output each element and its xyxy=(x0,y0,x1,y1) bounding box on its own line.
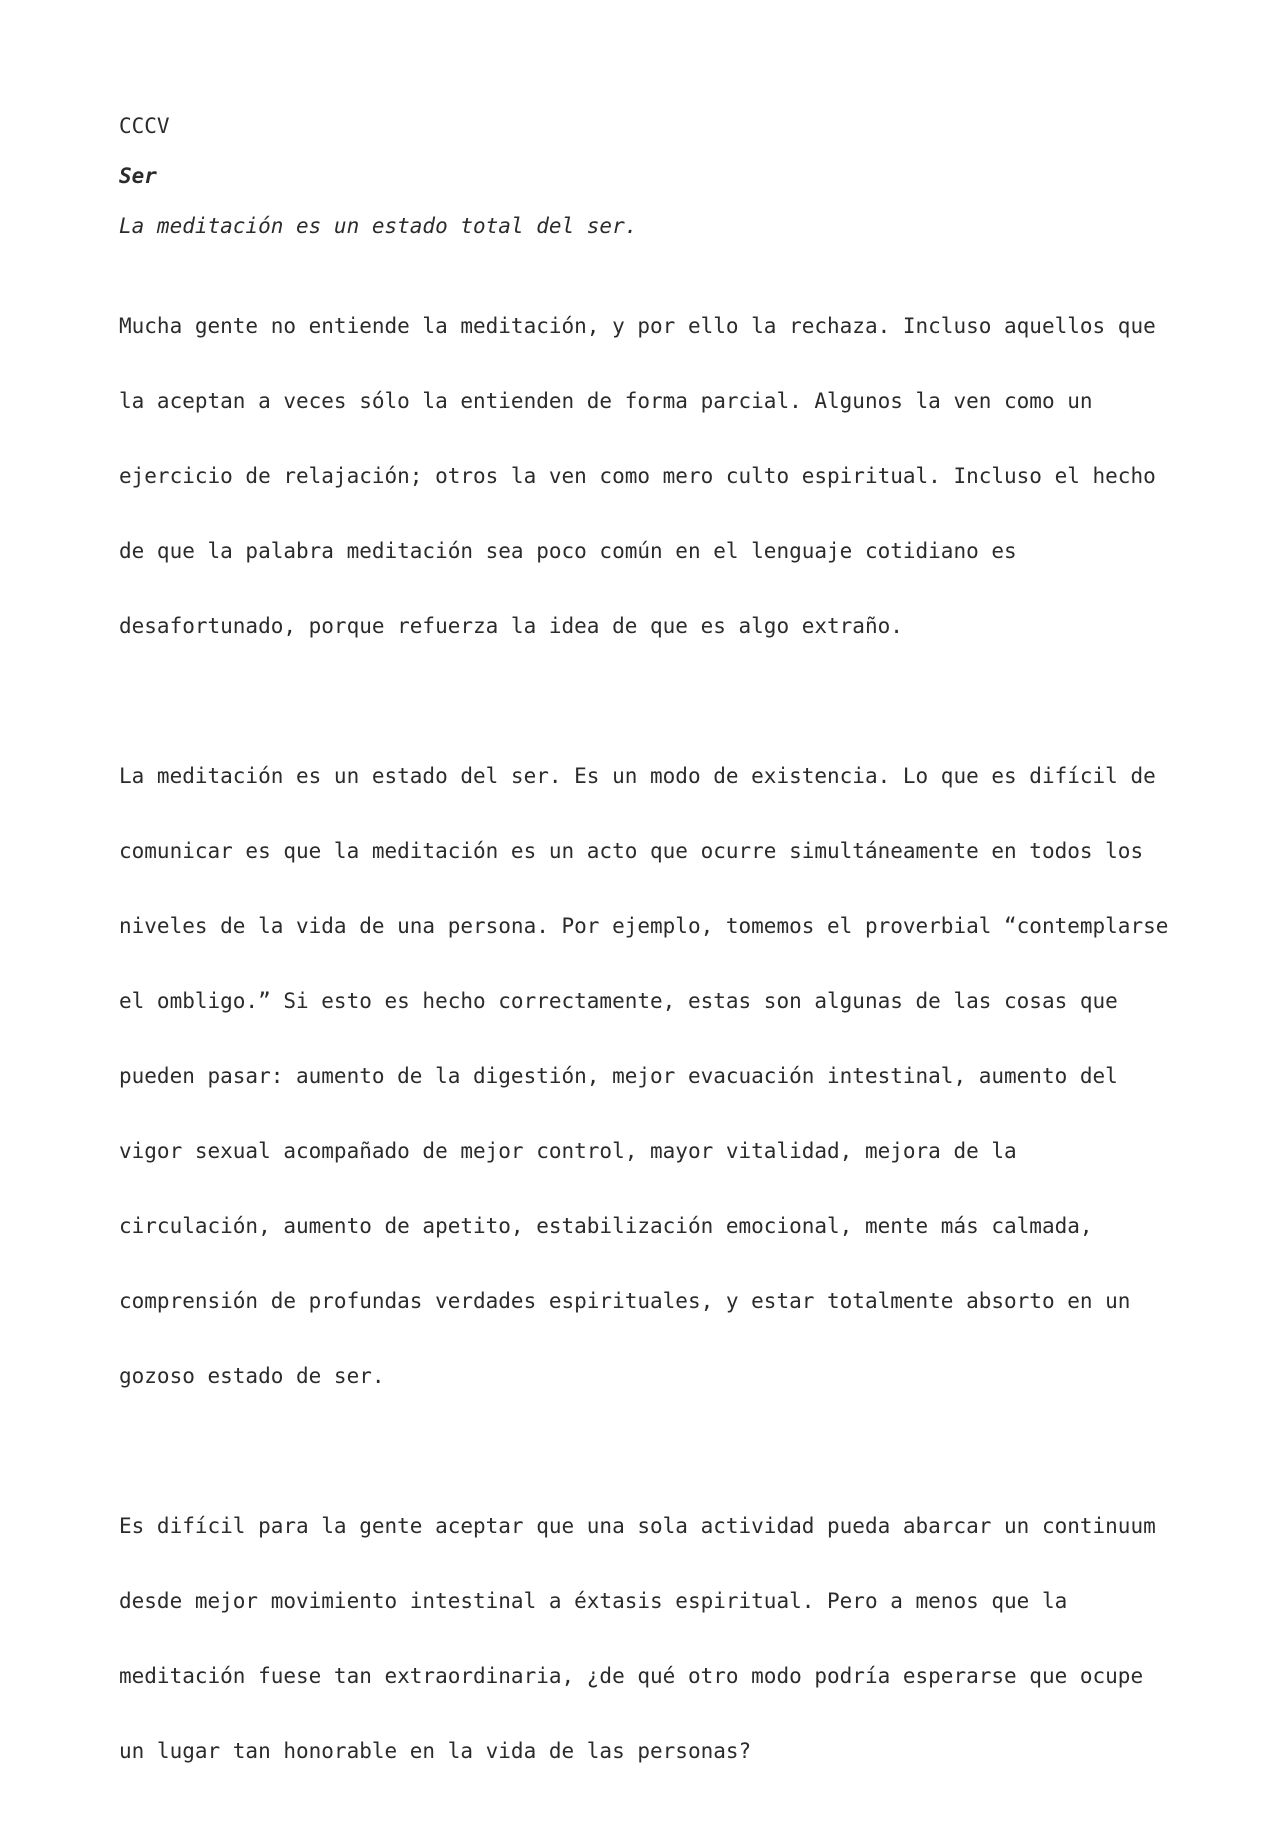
paragraph-line: gozoso estado de ser. xyxy=(119,1364,385,1388)
paragraph-line: comunicar es que la meditación es un acto que ocurre simultáneamente en todos los xyxy=(119,839,1144,863)
paragraph-line: Mucha gente no entiende la meditación, y por ello la rechaza. Incluso aquellos que xyxy=(119,314,1156,338)
paragraph-line: vigor sexual acompañado de mejor control, mayor vitalidad, mejora de la xyxy=(119,1139,1017,1163)
chapter-number: CCCV xyxy=(119,114,170,138)
paragraph-line: Es difícil para la gente aceptar que una sola actividad pueda abarcar un continuum xyxy=(119,1514,1156,1538)
paragraph-line: desde mejor movimiento intestinal a éxtasis espiritual. Pero a menos que la xyxy=(119,1589,1068,1613)
paragraph-line: circulación, aumento de apetito, estabilización emocional, mente más calmada, xyxy=(119,1214,1093,1238)
paragraph-line: meditación fuese tan extraordinaria, ¿de qué otro modo podría esperarse que ocupe xyxy=(119,1664,1144,1688)
paragraph-line: el ombligo.” Si esto es hecho correctamente, estas son algunas de las cosas que xyxy=(119,989,1118,1013)
paragraph-line: La meditación es un estado del ser. Es un modo de existencia. Lo que es difícil de xyxy=(119,764,1156,788)
paragraph xyxy=(119,264,1169,689)
paragraph-line: ejercicio de relajación; otros la ven como mero culto espiritual. Incluso el hecho xyxy=(119,464,1156,488)
paragraph-line: de que la palabra meditación sea poco común en el lenguaje cotidiano es xyxy=(119,539,1017,563)
paragraph-line: pueden pasar: aumento de la digestión, mejor evacuación intestinal, aumento del xyxy=(119,1064,1118,1088)
document-page xyxy=(119,114,1169,1839)
paragraph-line: la aceptan a veces sólo la entienden de forma parcial. Algunos la ven como un xyxy=(119,389,1093,413)
chapter-title: Ser xyxy=(119,164,157,188)
paragraph-line: comprensión de profundas verdades espirituales, y estar totalmente absorto en un xyxy=(119,1289,1131,1313)
paragraph xyxy=(119,714,1169,1439)
paragraph xyxy=(119,1464,1169,1814)
paragraph-line: un lugar tan honorable en la vida de las personas? xyxy=(119,1739,752,1763)
epigraph: La meditación es un estado total del ser. xyxy=(119,214,638,238)
paragraph-line: desafortunado, porque refuerza la idea de que es algo extraño. xyxy=(119,614,903,638)
paragraph-line: niveles de la vida de una persona. Por ejemplo, tomemos el proverbial “contemplarse xyxy=(119,914,1169,938)
